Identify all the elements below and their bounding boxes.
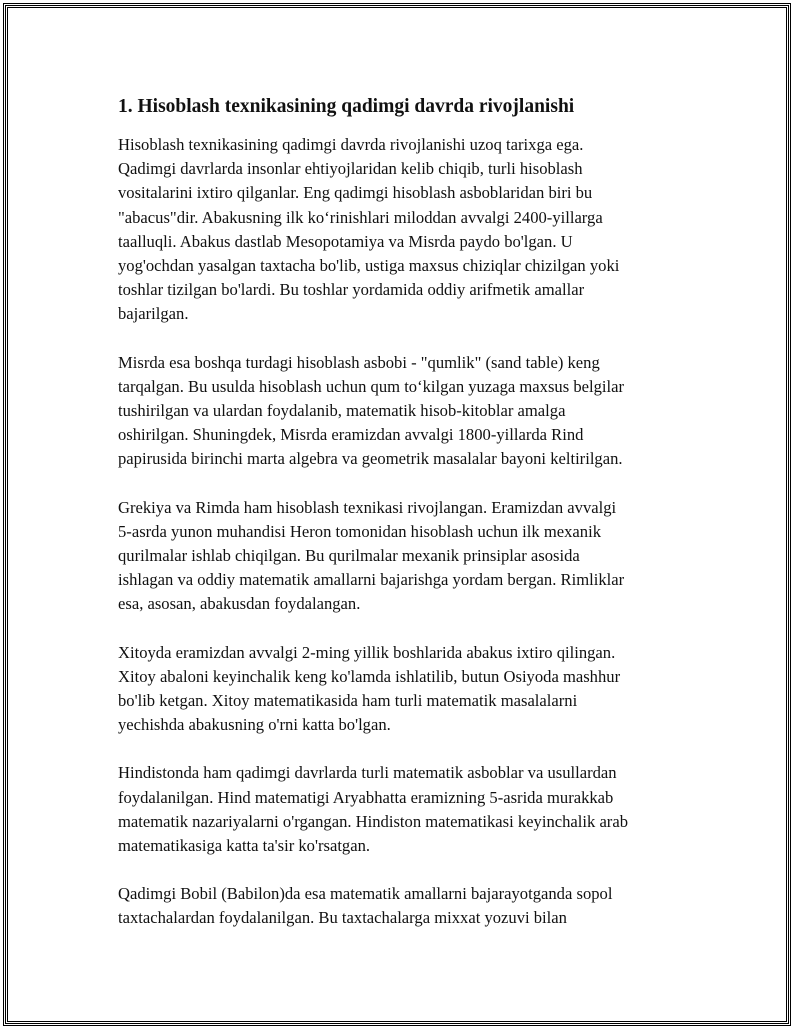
text-line: ishlagan va oddiy matematik amallarni bajarishga yordam bergan. Rimliklar — [118, 570, 625, 590]
section-title: 1. Hisoblash texnikasining qadimgi davrda rivojlanishi — [118, 96, 575, 117]
text-line: foydalanilgan. Hind matematigi Aryabhatta eramizning 5-asrida murakkab — [118, 787, 614, 807]
text-line: Grekiya va Rimda ham hisoblash texnikasi rivojlangan. Eramizdan avvalgi — [118, 497, 617, 517]
text-line: oshirilgan. Shuningdek, Misrda eramizdan avvalgi 1800-yillarda Rind — [118, 425, 584, 445]
text-line: 5-asrda yunon muhandisi Heron tomonidan hisoblash uchun ilk mexanik — [118, 521, 601, 541]
text-line: toshlar tizilgan bo'lardi. Bu toshlar yordamida oddiy arifmetik amallar — [118, 280, 585, 300]
text-line: yog'ochdan yasalgan taxtacha bo'lib, ustiga maxsus chiziqlar chizilgan yoki — [118, 256, 620, 276]
text-line: Misrda esa boshqa turdagi hisoblash asbobi - "qumlik" (sand table) keng — [118, 352, 600, 372]
paragraph — [118, 641, 688, 738]
text-line: Xitoy abaloni keyinchalik keng ko'lamda ishlatilib, butun Osiyoda mashhur — [118, 666, 621, 686]
text-line: Qadimgi Bobil (Babilon)da esa matematik amallarni bajarayotganda sopol — [118, 884, 613, 904]
paragraph — [118, 133, 688, 327]
paragraph — [118, 496, 688, 617]
text-line: taalluqli. Abakus dastlab Mesopotamiya va Misrda paydo bo'lgan. U — [118, 231, 573, 251]
text-line: matematikasiga katta ta'sir ko'rsatgan. — [118, 836, 371, 856]
text-line: bajarilgan. — [118, 304, 189, 324]
paragraph — [118, 351, 688, 472]
text-line: bo'lib ketgan. Xitoy matematikasida ham turli matematik masalalarni — [118, 691, 578, 711]
text-line: yechishda abakusning o'rni katta bo'lgan. — [118, 715, 391, 735]
text-line: Xitoyda eramizdan avvalgi 2-ming yillik boshlarida abakus ixtiro qilingan. — [118, 642, 616, 662]
document-body — [118, 95, 688, 955]
paragraphs-container — [118, 133, 688, 931]
text-line: vositalarini ixtiro qilganlar. Eng qadimgi hisoblash asboblaridan biri bu — [118, 183, 593, 203]
text-line: Hindistonda ham qadimgi davrlarda turli matematik asboblar va usullardan — [118, 763, 617, 783]
text-line: papirusida birinchi marta algebra va geometrik masalalar bayoni keltirilgan. — [118, 449, 623, 469]
paragraph — [118, 761, 688, 858]
text-line: tarqalgan. Bu usulda hisoblash uchun qum to‘kilgan yuzaga maxsus belgilar — [118, 376, 625, 396]
text-line: Qadimgi davrlarda insonlar ehtiyojlaridan kelib chiqib, turli hisoblash — [118, 159, 583, 179]
text-line: Hisoblash texnikasining qadimgi davrda rivojlanishi uzoq tarixga ega. — [118, 135, 584, 154]
text-line: esa, asosan, abakusdan foydalangan. — [118, 594, 361, 614]
text-line: qurilmalar ishlab chiqilgan. Bu qurilmalar mexanik prinsiplar asosida — [118, 546, 580, 566]
text-line: taxtachalardan foydalanilgan. Bu taxtachalarga mixxat yozuvi bilan — [118, 908, 567, 928]
text-line: "abacus"dir. Abakusning ilk ko‘rinishlari miloddan avvalgi 2400-yillarga — [118, 207, 603, 227]
text-line: matematik nazariyalarni o'rgangan. Hindiston matematikasi keyinchalik arab — [118, 811, 628, 831]
paragraph — [118, 882, 688, 930]
text-line: tushirilgan va ulardan foydalanib, matematik hisob-kitoblar amalga — [118, 401, 566, 421]
